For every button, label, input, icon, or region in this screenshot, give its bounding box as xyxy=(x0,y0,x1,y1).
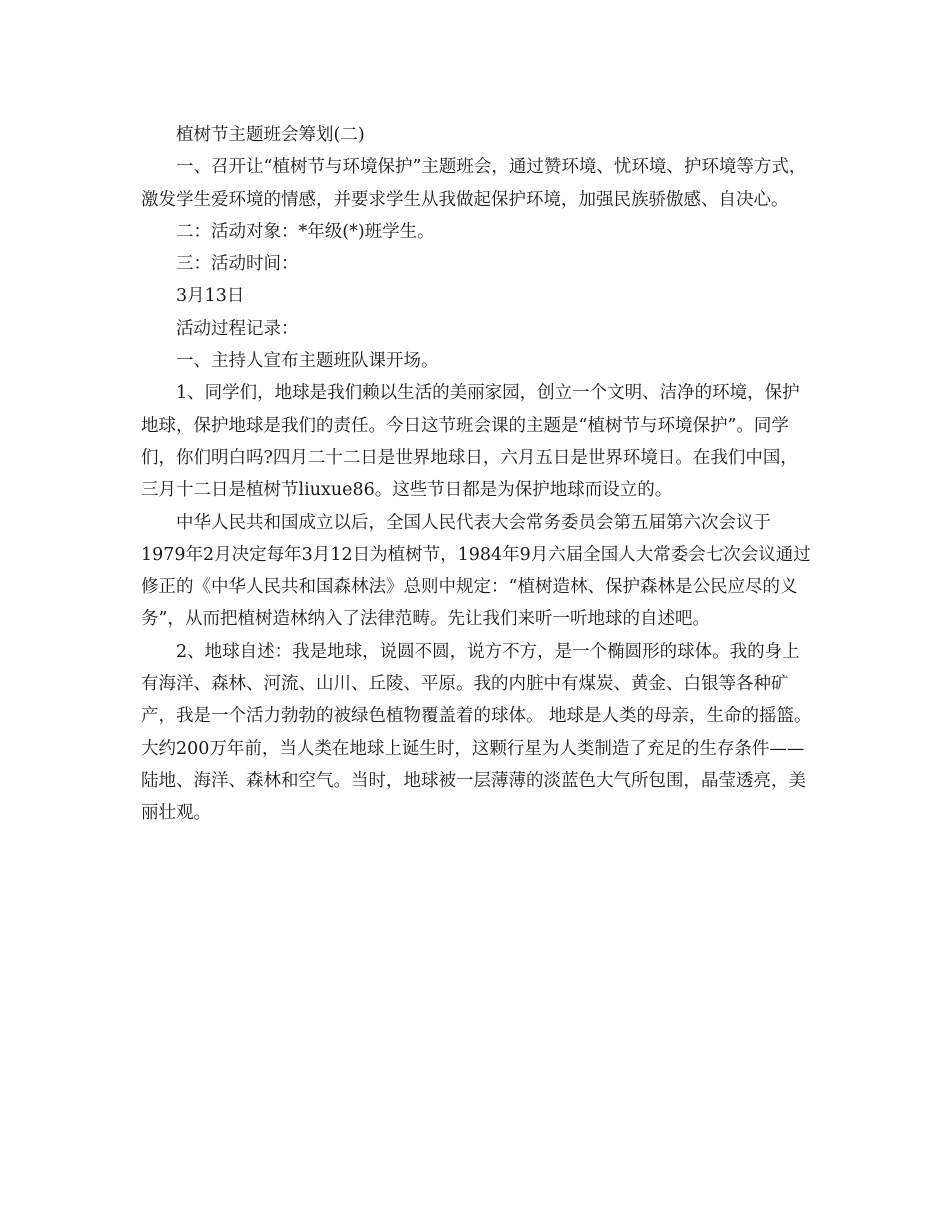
document-body xyxy=(141,119,813,830)
paragraph-5: 活动过程记录： xyxy=(176,318,299,339)
paragraph-1: 一、召开让“植树节与环境保护”主题班会，通过赞环境、忧环境、护环境等方式，激发学生爱环境的情感，并要求学生从我做起保护环境，加强民族骄傲感、自决心。 xyxy=(141,157,807,210)
paragraph-6: 一、主持人宣布主题班队课开场。 xyxy=(176,351,439,372)
paragraph-3: 三：活动时间： xyxy=(176,254,299,275)
paragraph-2: 二：活动对象：*年级(*)班学生。 xyxy=(176,221,435,242)
paragraph-4: 3月13日 xyxy=(176,286,245,307)
paragraph-8: 中华人民共和国成立以后，全国人民代表大会常务委员会第五届第六次会议于1979年2月决定每年3月12日为植树节，1984年9月六届全国人大常委会七次会议通过修正的《中华人民共和国森林法》总则中规定：“植树造林、保护森林是公民应尽的义务”，从而把植树造林纳入了法律范畴。先让我们来听一听地球的自述吧。 xyxy=(141,512,811,630)
document-title: 植树节主题班会筹划(二) xyxy=(176,125,365,145)
paragraph-7: 1、同学们，地球是我们赖以生活的美丽家园，创立一个文明、洁净的环境，保护地球，保护地球是我们的责任。今日这节班会课的主题是“植树节与环境保护”。同学们，你们明白吗?四月二十二日是世界地球日，六月五日是世界环境日。在我们中国，三月十二日是植树节liuxue86。这些节日都是为保护地球而设立的。 xyxy=(141,383,800,501)
paragraph-9: 2、地球自述：我是地球，说圆不圆，说方不方，是一个椭圆形的球体。我的身上有海洋、森林、河流、山川、丘陵、平原。我的内脏中有煤炭、黄金、白银等各种矿产，我是一个活力勃勃的被绿色植物覆盖着的球体。 地球是人类的母亲，生命的摇篮。大约200万年前，当人类在地球上诞生时，这颗行星为人类制造了充足的生存条件——陆地、海洋、森林和空气。当时，地球被一层薄薄的淡蓝色大气所包围，晶莹透亮，美丽壮观。 xyxy=(141,641,812,824)
